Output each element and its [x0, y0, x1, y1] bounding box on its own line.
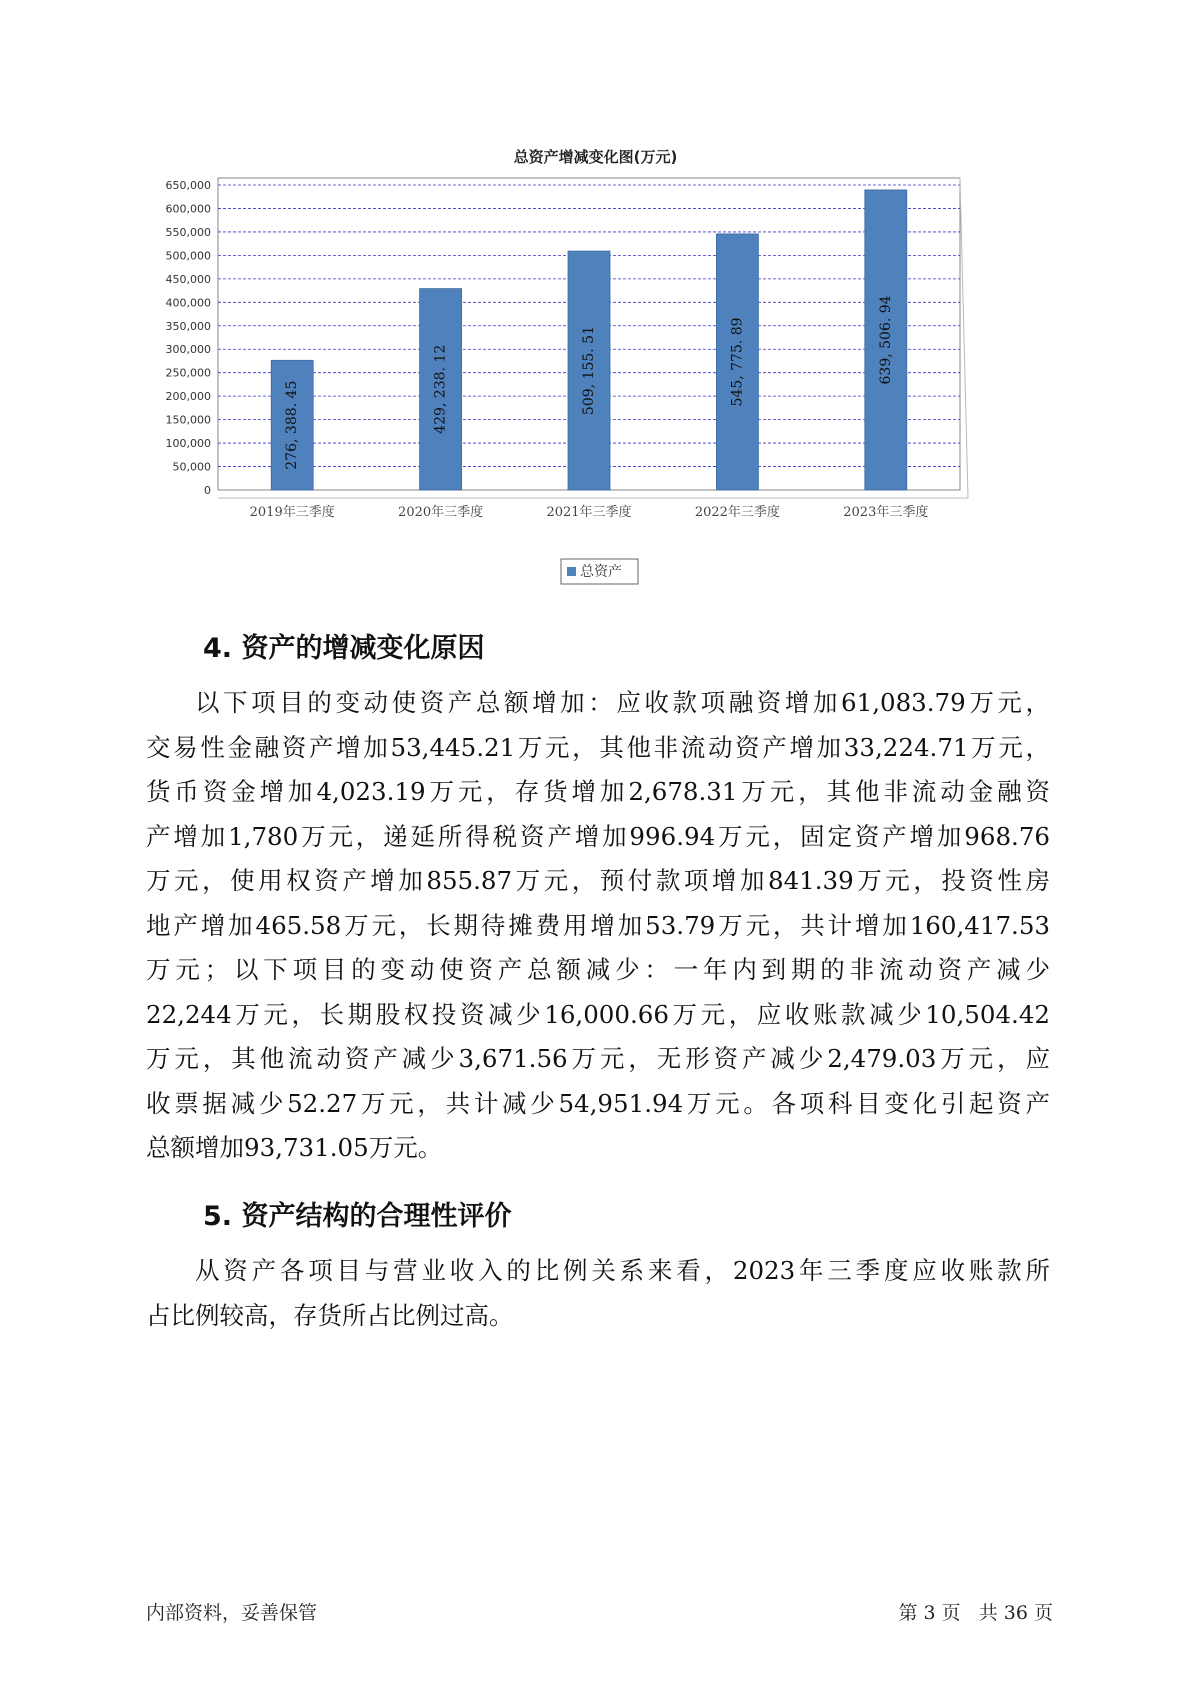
bar-value-label: 639, 506. 94: [877, 295, 894, 385]
paragraph-line: 地产增加465.58万元，长期待摊费用增加53.79万元，共计增加160,417.53: [146, 910, 1050, 940]
paragraph-line: 产增加1,780万元，递延所得税资产增加996.94万元，固定资产增加968.76: [146, 821, 1050, 851]
x-tick-label: 2023年三季度: [843, 505, 929, 520]
y-tick-label: 50,000: [172, 460, 211, 474]
y-tick-label: 400,000: [165, 296, 211, 310]
bar-value-label: 509, 155. 51: [581, 326, 597, 416]
x-tick-label: 2020年三季度: [398, 505, 484, 520]
y-tick-label: 150,000: [165, 413, 211, 427]
section-4-paragraph: [146, 681, 1050, 1171]
y-tick-label: 550,000: [165, 225, 211, 239]
page-number: 第 3 页 共 36 页: [898, 1602, 1053, 1624]
y-tick-label: 600,000: [165, 202, 211, 216]
y-tick-label: 450,000: [165, 272, 211, 286]
bar-value-label: 276, 388. 45: [284, 380, 301, 470]
legend-label: 总资产: [580, 564, 622, 580]
paragraph-line: 万元；以下项目的变动使资产总额减少：一年内到期的非流动资产减少: [146, 955, 1050, 984]
y-tick-label: 650,000: [165, 179, 211, 192]
y-tick-label: 350,000: [165, 319, 211, 333]
section-5-heading: 5. 资产结构的合理性评价: [203, 1201, 512, 1232]
paragraph-line: 占比例较高，存货所占比例过高。: [146, 1300, 514, 1330]
y-tick-label: 300,000: [165, 343, 211, 357]
y-tick-label: 500,000: [165, 249, 211, 263]
paragraph-line: 万元，使用权资产增加855.87万元，预付款项增加841.39万元，投资性房: [146, 866, 1050, 895]
paragraph-line: 货币资金增加4,023.19万元，存货增加2,678.31万元，其他非流动金融资: [146, 777, 1050, 806]
section-4-heading: 4. 资产的增减变化原因: [203, 633, 485, 664]
paragraph-line: 22,244万元，长期股权投资减少16,000.66万元，应收账款减少10,504.42: [146, 999, 1050, 1029]
paragraph-line: 以下项目的变动使资产总额增加：应收款项融资增加61,083.79万元，: [195, 688, 1050, 717]
total-assets-bar-chart: [0, 0, 1191, 600]
paragraph-line: 从资产各项目与营业收入的比例关系来看，2023年三季度应收账款所: [195, 1256, 1050, 1285]
bar-value-label: 429, 238. 12: [432, 344, 449, 434]
paragraph-line: 交易性金融资产增加53,445.21万元，其他非流动资产增加33,224.71万元，: [146, 732, 1050, 762]
x-tick-label: 2022年三季度: [694, 505, 780, 520]
bar-value-label: 545, 775. 89: [729, 317, 746, 407]
x-tick-label: 2021年三季度: [546, 505, 632, 520]
paragraph-line: 总额增加93,731.05万元。: [146, 1133, 443, 1162]
footer-note: 内部资料，妥善保管: [146, 1602, 318, 1624]
paragraph-line: 收票据减少52.27万元，共计减少54,951.94万元。各项科目变化引起资产: [146, 1088, 1050, 1118]
chart-title: 总资产增减变化图(万元): [513, 148, 678, 166]
x-tick-label: 2019年三季度: [249, 505, 335, 520]
y-tick-label: 200,000: [165, 390, 211, 404]
y-tick-label: 100,000: [165, 437, 211, 451]
y-tick-label: 250,000: [165, 366, 211, 380]
paragraph-line: 万元，其他流动资产减少3,671.56万元，无形资产减少2,479.03万元，应: [146, 1044, 1050, 1073]
legend-swatch: [567, 567, 576, 576]
y-tick-label: 0: [204, 484, 211, 497]
section-5-paragraph: [146, 1249, 1050, 1338]
frame-shadow: [960, 178, 968, 498]
